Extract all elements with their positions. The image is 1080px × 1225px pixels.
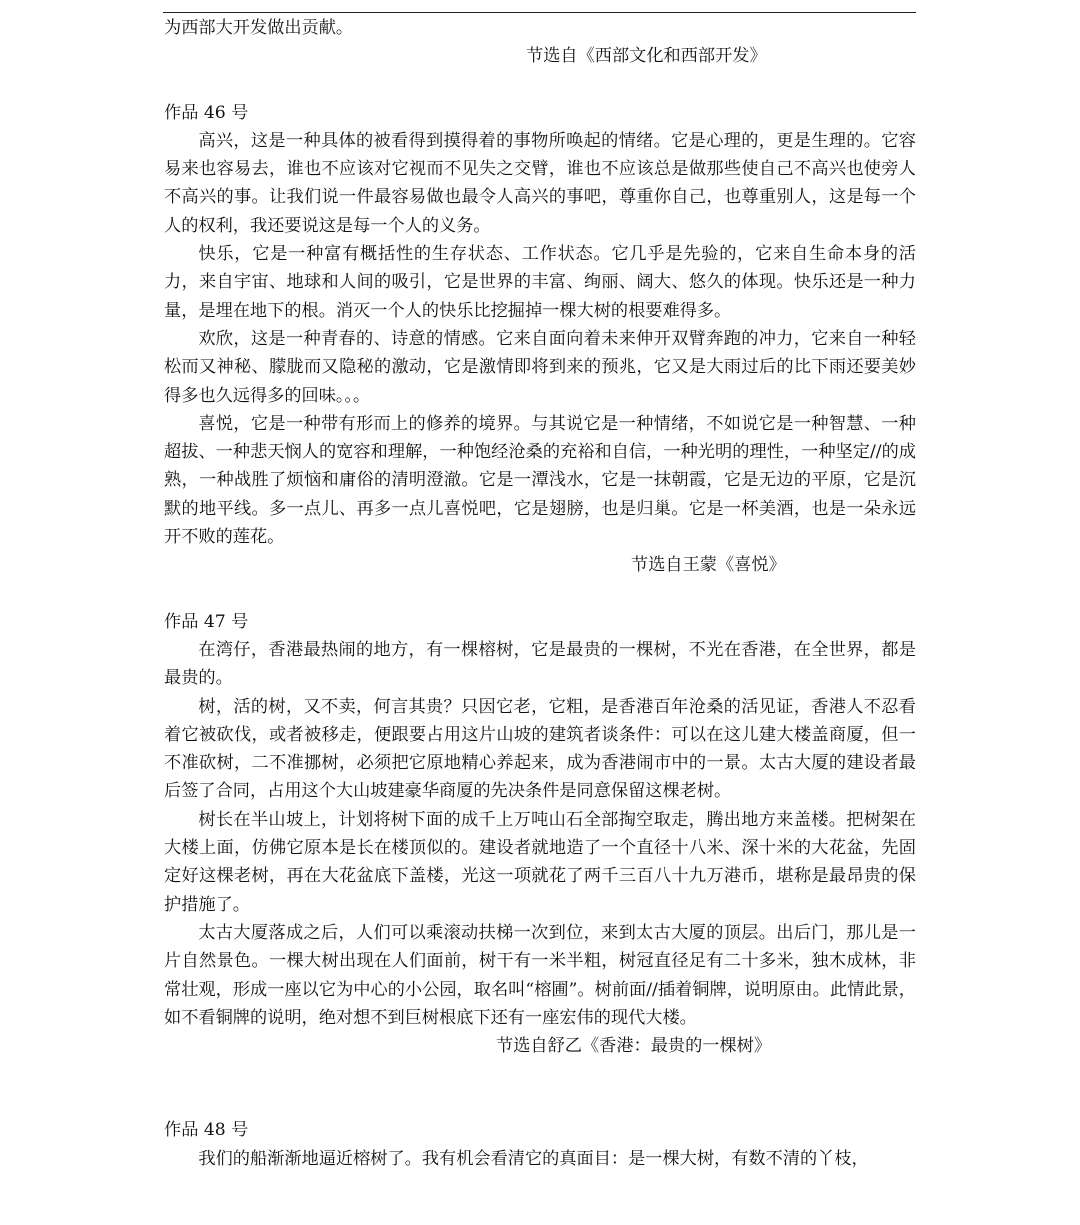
work-46-paragraph-4: 喜悦，它是一种带有形而上的修养的境界。与其说它是一种情绪，不如说它是一种智慧、一种超拔、一种悲天悯人的宽容和理解，一种饱经沧桑的充裕和自信，一种光明的理性，一种坚定//的成熟，一种战胜了烦恼和庸俗的清明澄澈。它是一潭浅水，它是一抹朝霞，它是无边的平原，它是沉默的地平线。多一点儿、再多一点儿喜悦吧，它是翅膀，也是归巢。它是一杯美酒，也是一朵永远开不败的莲花。 xyxy=(164,413,916,548)
intro-source: 节选自《西部文化和西部开发》 xyxy=(526,46,767,67)
work-48-heading: 作品 48 号 xyxy=(164,1120,249,1141)
work-46-paragraph-1: 高兴，这是一种具体的被看得到摸得着的事物所唤起的情绪。它是心理的，更是生理的。它容易来也容易去，谁也不应该对它视而不见失之交臂，谁也不应该总是做那些使自己不高兴也使旁人不高兴的事。让我们说一件最容易做也最令人高兴的事吧，尊重你自己，也尊重别人，这是每一个人的权利，我还要说这是每一个人的义务。 xyxy=(164,130,916,236)
work-48 xyxy=(164,1116,916,1173)
intro-tail-text: 为西部大开发做出贡献。 xyxy=(164,18,354,38)
work-47-paragraph-1: 在湾仔，香港最热闹的地方，有一棵榕树，它是最贵的一棵树，不光在香港，在全世界，都是最贵的。 xyxy=(164,639,916,689)
work-46-paragraph-2: 快乐，它是一种富有概括性的生存状态、工作状态。它几乎是先验的，它来自生命本身的活力，来自宇宙、地球和人间的吸引，它是世界的丰富、绚丽、阔大、悠久的体现。快乐还是一种力量，是埋在地下的根。消灭一个人的快乐比挖掘掉一棵大树的根要难得多。 xyxy=(164,244,916,321)
work-48-paragraph-1: 我们的船渐渐地逼近榕树了。我有机会看清它的真面目：是一棵大树，有数不清的丫枝， xyxy=(198,1148,869,1169)
work-47 xyxy=(164,608,916,1061)
work-46 xyxy=(164,99,916,580)
work-47-paragraph-2: 树，活的树，又不卖，何言其贵？只因它老，它粗，是香港百年沧桑的活见证，香港人不忍看着它被砍伐，或者被移走，便跟要占用这片山坡的建筑者谈条件：可以在这儿建大楼盖商厦，但一不准砍树，二不准挪树，必须把它原地精心养起来，成为香港闹市中的一景。太古大厦的建设者最后签了合同，占用这个大山坡建豪华商厦的先决条件是同意保留这棵老树。 xyxy=(164,696,916,802)
work-47-paragraph-4: 太古大厦落成之后，人们可以乘滚动扶梯一次到位，来到太古大厦的顶层。出后门，那儿是一片自然景色。一棵大树出现在人们面前，树干有一米半粗，树冠直径足有二十多米，独木成林，非常壮观，形成一座以它为中心的小公园，取名叫“榕圃”。树前面//插着铜牌，说明原由。此情此景，如不看铜牌的说明，绝对想不到巨树根底下还有一座宏伟的现代大楼。 xyxy=(164,922,916,1028)
document-body xyxy=(164,14,916,1173)
work-47-heading: 作品 47 号 xyxy=(164,611,249,632)
top-rule xyxy=(163,12,916,13)
work-47-source: 节选自舒乙《香港：最贵的一棵树》 xyxy=(496,1036,772,1057)
work-46-heading: 作品 46 号 xyxy=(164,102,249,123)
work-47-paragraph-3: 树长在半山坡上，计划将树下面的成千上万吨山石全部掏空取走，腾出地方来盖楼。把树架在大楼上面，仿佛它原本是长在楼顶似的。建设者就地造了一个直径十八米、深十米的大花盆，先固定好这棵老树，再在大花盆底下盖楼，光这一项就花了两千三百八十九万港币，堪称是最昂贵的保护措施了。 xyxy=(164,809,916,915)
work-46-source: 节选自王蒙《喜悦》 xyxy=(631,555,786,576)
work-46-paragraph-3: 欢欣，这是一种青春的、诗意的情感。它来自面向着未来伸开双臂奔跑的冲力，它来自一种轻松而又神秘、朦胧而又隐秘的激动，它是激情即将到来的预兆，它又是大雨过后的比下雨还要美妙得多也久远得多的回味。。。 xyxy=(164,328,916,406)
